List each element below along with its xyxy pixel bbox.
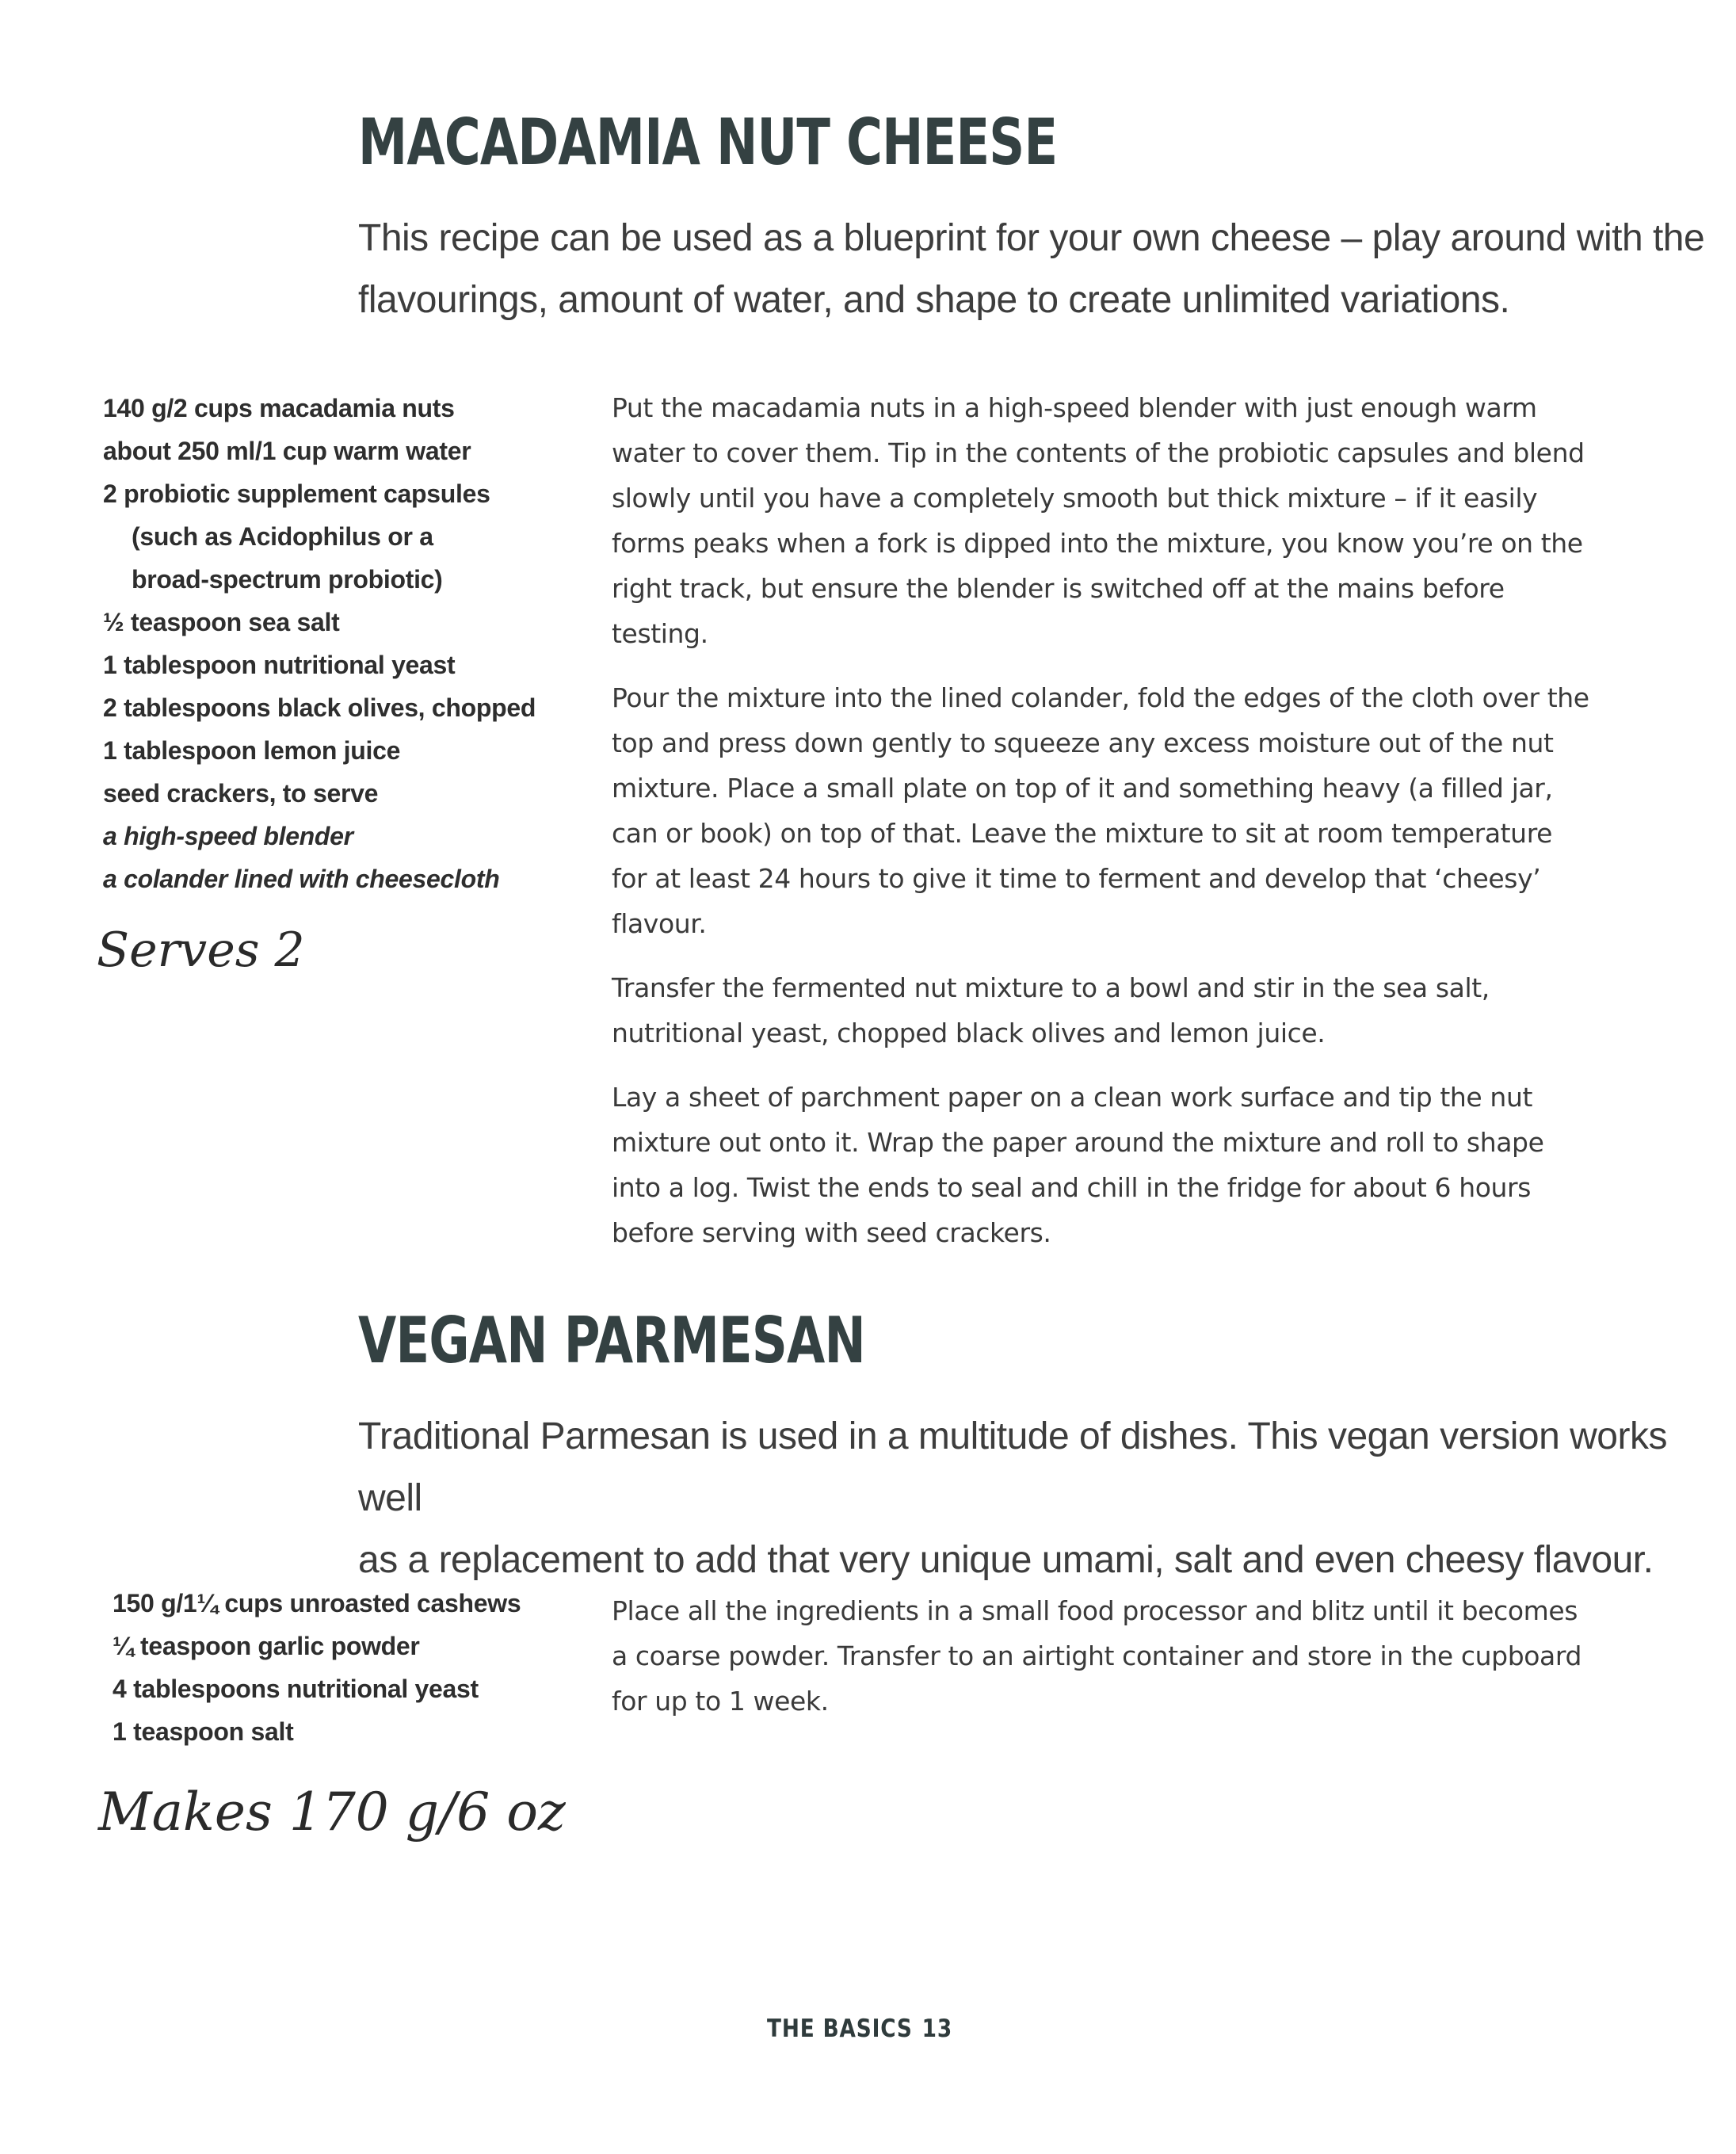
page-number: 13 xyxy=(921,2015,953,2043)
method-text xyxy=(612,1588,1594,1743)
recipe-title: MACADAMIA NUT CHEESE xyxy=(358,105,1058,179)
recipe-intro xyxy=(358,208,1704,331)
ingredient-item: seed crackers, to serve xyxy=(103,779,379,808)
ingredient-item: broad-spectrum probiotic) xyxy=(132,565,443,594)
recipe-intro xyxy=(358,1406,1736,1591)
intro-line: Traditional Parmesan is used in a multitude of dishes. This vegan version works well xyxy=(358,1415,1667,1519)
intro-line: This recipe can be used as a blueprint for your own cheese – play around with the xyxy=(358,217,1705,259)
ingredient-item: about 250 ml/1 cup warm water xyxy=(103,437,471,465)
method-paragraph: Place all the ingredients in a small food processor and blitz until it becomes a coarse powder. Transfer to an airtight container and store in the cupboard for up to 1 week. xyxy=(612,1595,1582,1717)
intro-line: as a replacement to add that very unique umami, salt and even cheesy flavour. xyxy=(358,1539,1654,1581)
ingredient-item: ¼ teaspoon garlic powder xyxy=(113,1632,420,1660)
method-text xyxy=(612,385,1594,1274)
equipment-item: a high-speed blender xyxy=(103,822,353,850)
yield-handwritten: Serves 2 xyxy=(97,922,305,978)
intro-line: flavourings, amount of water, and shape to create unlimited variations. xyxy=(358,279,1510,321)
ingredient-item: 1 tablespoon nutritional yeast xyxy=(103,651,456,679)
ingredient-item: 4 tablespoons nutritional yeast xyxy=(113,1675,479,1703)
ingredient-item: 2 tablespoons black olives, chopped xyxy=(103,693,536,722)
ingredient-item: 2 probiotic supplement capsules xyxy=(103,479,490,508)
ingredient-item: (such as Acidophilus or a xyxy=(132,522,433,551)
page-footer xyxy=(767,2015,952,2043)
ingredient-item: 140 g/2 cups macadamia nuts xyxy=(103,394,455,422)
method-paragraph: Put the macadamia nuts in a high-speed blender with just enough warm water to cover them. Tip in the contents of the probiotic capsules and blend slowly until you have a completely smooth but thick mixture – if it easily forms peaks when a fork is dipped into the mixture, you know you’re on the right track, but ensure the blender is switched off at the mains before testing. xyxy=(612,392,1585,649)
section-name: THE BASICS xyxy=(767,2015,913,2043)
ingredient-list xyxy=(113,1582,521,1753)
ingredient-item: ½ teaspoon sea salt xyxy=(103,608,340,636)
yield-handwritten: Makes 170 g/6 oz xyxy=(98,1782,566,1843)
ingredient-item: 150 g/1¼ cups unroasted cashews xyxy=(113,1589,521,1617)
method-paragraph: Lay a sheet of parchment paper on a clean work surface and tip the nut mixture out onto it. Wrap the paper around the mixture and roll to shape into a log. Twist the ends to seal and chill in the fridge for about 6 hours before serving with seed crackers. xyxy=(612,1082,1544,1248)
ingredient-list xyxy=(103,387,536,900)
ingredient-item: 1 teaspoon salt xyxy=(113,1717,294,1746)
ingredient-item: 1 tablespoon lemon juice xyxy=(103,736,401,765)
method-paragraph: Pour the mixture into the lined colander, fold the edges of the cloth over the top and press down gently to squeeze any excess moisture out of the nut mixture. Place a small plate on top of it and something heavy (a filled jar, can or book) on top of that. Leave the mixture to sit at room temperature for at least 24 hours to give it time to ferment and develop that ‘cheesy’ flavour. xyxy=(612,682,1589,939)
recipe-title: VEGAN PARMESAN xyxy=(358,1304,865,1377)
method-paragraph: Transfer the fermented nut mixture to a bowl and stir in the sea salt, nutritional yeast, chopped black olives and lemon juice. xyxy=(612,972,1490,1048)
equipment-item: a colander lined with cheesecloth xyxy=(103,865,500,893)
